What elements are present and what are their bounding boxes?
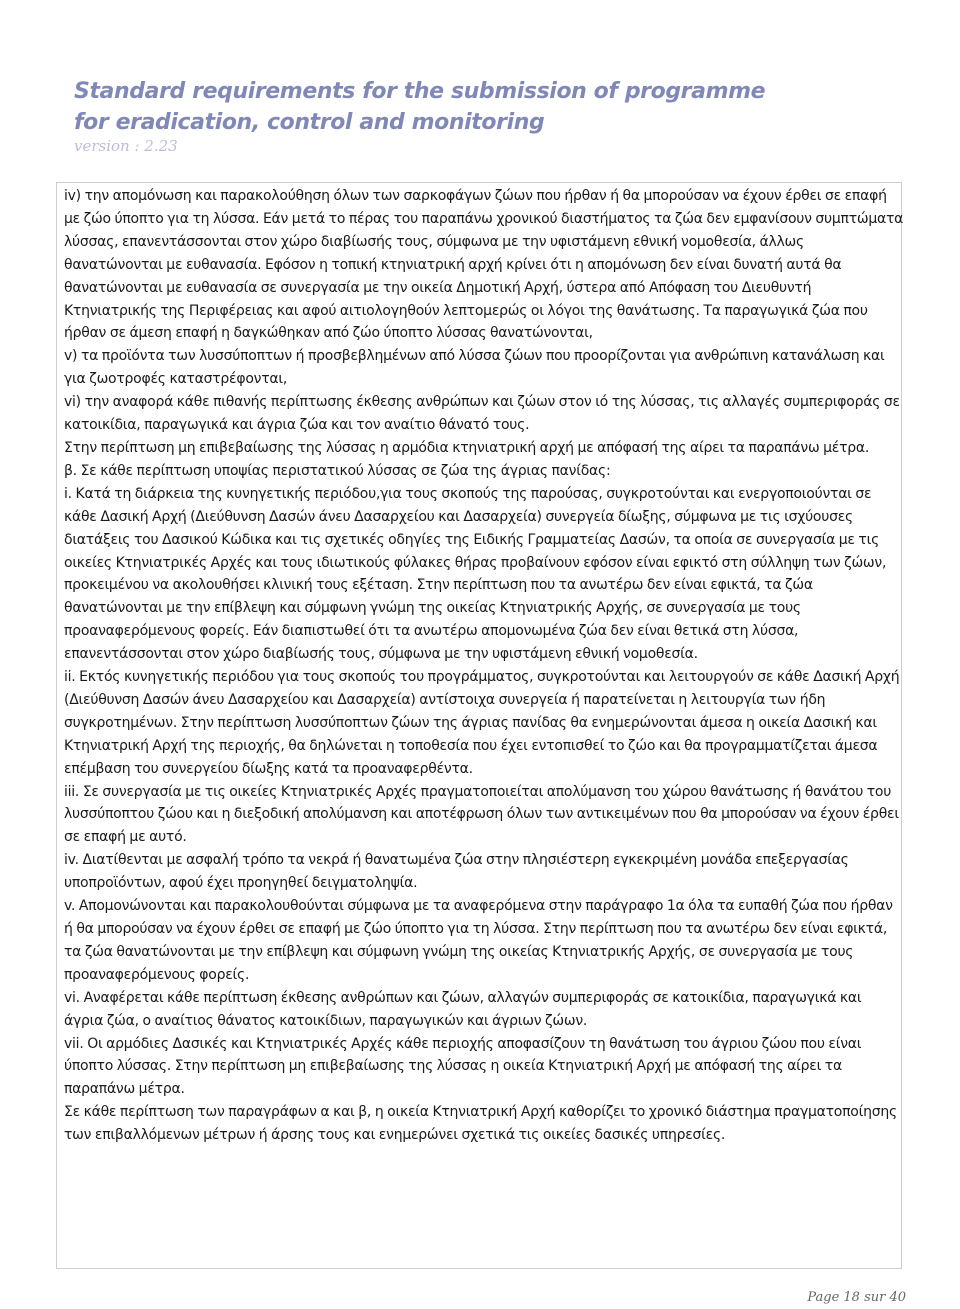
document-title-line-1: Standard requirements for the submission of programme [74, 79, 766, 104]
paragraph-wild-iii: iii. Σε συνεργασία με τις οικείες Κτηνιατρικές Αρχές πραγματοποιείται απολύμανση του χώρου θανάτωσης ή θανάτου του λυσσύποπτου ζώου και η διεξοδική απολύμανση και αποτέφρωση όλων των αντικειμένων που θα μπορούσαν να έχουν έρθει σε επαφή με αυτό. [64, 783, 899, 846]
paragraph-iv-isolation: iv) την απομόνωση και παρακολούθηση όλων των σαρκοφάγων ζώων που ήρθαν ή θα μπορούσαν να έχουν έρθει σε επαφή με ζώο ύποπτο για τη λύσσα. Εάν μετά το πέρας του παραπάνω χρονικού διαστήματος τα ζώα δεν εμφανίσουν συμπτώματα λύσσας, επανεντάσσονται στον χώρο διαβίωσής τους, σύμφωνα με την υφιστάμενη εθνική νομοθεσία, άλλως θανατώνονται με ευθανασία. Εφόσον η τοπική κτηνιατρική αρχή κρίνει ότι η απομόνωση δεν είναι δυνατή αυτά θα θανατώνονται με ευθανασία σε συνεργασία με την οικεία Δημοτική Αρχή, ύστερα από Απόφαση του Διευθυντή Κτηνιατρικής της Περιφέρειας και αφού αιτιολογηθούν λεπτομερώς οι λόγοι της θανάτωσης. Τα παραγωγικά ζώα που ήρθαν σε άμεση επαφή η δαγκώθηκαν από ζώο ύποπτο λύσσας θανατώνονται, [64, 188, 904, 342]
paragraph-closing: Σε κάθε περίπτωση των παραγράφων α και β, η οικεία Κτηνιατρική Αρχή καθορίζει το χρονικό διάστημα πραγματοποίησης των επιβαλλόμενων μέτρων ή άρσης τους και ενημερώνει σχετικά τις οικείες δασικές υπηρεσίες. [64, 1104, 897, 1144]
paragraph-b-wildlife: β. Σε κάθε περίπτωση υποψίας περιστατικού λύσσας σε ζώα της άγριας πανίδας: [64, 462, 611, 479]
document-title-line-2: for eradication, control and monitoring [74, 110, 545, 135]
paragraph-vi-reporting: vi) την αναφορά κάθε πιθανής περίπτωσης έκθεσης ανθρώπων και ζώων στον ιό της λύσσας, τις αλλαγές συμπεριφοράς σε κατοικίδια, παραγωγικά και άγρια ζώα και τον αναίτιο θάνατό τους. [64, 394, 900, 434]
paragraph-wild-ii: ii. Εκτός κυνηγετικής περιόδου για τους σκοπούς του προγράμματος, συγκροτούνται και λειτουργούν σε κάθε Δασική Αρχή (Διεύθυνση Δασών άνευ Δασαρχείου και Δασαρχεία) αντίστοιχα συνεργεία ή παρατείνεται η λειτουργία των ήδη συγκροτημένων. Στην περίπτωση λυσσύποπτων ζώων της άγριας πανίδας θα ενημερώνονται άμεσα η οικεία Δασική και Κτηνιατρική Αρχή της περιοχής, θα δηλώνεται η τοποθεσία που έχει εντοπισθεί το ζώο και θα προγραμματίζεται άμεσα επέμβαση του συνεργείου δίωξης κατά τα προαναφερθέντα. [64, 669, 900, 777]
page-header [74, 76, 894, 155]
version-label: version : 2.23 [74, 137, 178, 155]
paragraph-v-products: v) τα προϊόντα των λυσσύποπτων ή προσβεβλημένων από λύσσα ζώων που προορίζονται για ανθρώπινη κατανάλωση και για ζωοτροφές καταστρέφονται, [64, 348, 885, 388]
paragraph-wild-iv: iv. Διατίθενται με ασφαλή τρόπο τα νεκρά ή θανατωμένα ζώα στην πλησιέστερη εγκεκριμένη μονάδα επεξεργασίας υποπροϊόντων, αφού έχει προηγηθεί δειγματοληψία. [64, 852, 849, 892]
paragraph-wild-i: i. Κατά τη διάρκεια της κυνηγετικής περιόδου,για τους σκοπούς της παρούσας, συγκροτούνται και ενεργοποιούνται σε κάθε Δασική Αρχή (Διεύθυνση Δασών άνευ Δασαρχείου και Δασαρχεία) συνεργεία δίωξης, σύμφωνα με τις ισχύουσες διατάξεις του Δασικού Κώδικα και τις σχετικές οδηγίες της Ειδικής Γραμματείας Δασών, τα οποία σε συνεργασία με τις οικείες Κτηνιατρικές Αρχές και τους ιδιωτικούς φύλακες θήρας προβαίνουν εφόσον είναι εφικτό στη σύλληψη των ζώων, προκειμένου να ακολουθήσει κλινική τους εξέταση. Στην περίπτωση που τα ανωτέρω δεν είναι εφικτά, τα ζώα θανατώνονται με την επίβλεψη και σύμφωνη γνώμη της οικείας Κτηνιατρικής Αρχής, σε συνεργασία με τους προαναφερόμενους φορείς. Εάν διαπιστωθεί ότι τα ανωτέρω απομονωμένα ζώα δεν είναι θετικά στη λύσσα, επανεντάσσονται στον χώρο διαβίωσής τους, σύμφωνα με την υφιστάμενη εθνική νομοθεσία. [64, 485, 887, 663]
paragraph-lifting-measures: Στην περίπτωση μη επιβεβαίωσης της λύσσας η αρμόδια κτηνιατρική αρχή με απόφασή της αίρει τα παραπάνω μέτρα. [64, 439, 870, 456]
paragraph-wild-vi: vi. Αναφέρεται κάθε περίπτωση έκθεσης ανθρώπων και ζώων, αλλαγών συμπεριφοράς σε κατοικίδια, παραγωγικά και άγρια ζώα, ο αναίτιος θάνατος κατοικίδιων, παραγωγικών και άγριων ζώων. [64, 989, 862, 1029]
paragraph-wild-v: v. Απομονώνονται και παρακολουθούνται σύμφωνα με τα αναφερόμενα στην παράγραφο 1α όλα τα ευπαθή ζώα που ήρθαν ή θα μπορούσαν να έχουν έρθει σε επαφή με ζώο ύποπτο για τη λύσσα. Στην περίπτωση που τα ανωτέρω δεν είναι εφικτά, τα ζώα θανατώνονται με την επίβλεψη και σύμφωνη γνώμη της οικείας Κτηνιατρικής Αρχής, σε συνεργασία με τους προαναφερόμενους φορείς. [64, 898, 893, 983]
document-body [64, 185, 904, 1147]
paragraph-wild-vii: vii. Οι αρμόδιες Δασικές και Κτηνιατρικές Αρχές κάθε περιοχής αποφασίζουν τη θανάτωση του άγριου ζώου που είναι ύποπτο λύσσας. Στην περίπτωση μη επιβεβαίωσης της λύσσας η οικεία Κτηνιατρική Αρχή με απόφασή της αίρει τα παραπάνω μέτρα. [64, 1035, 862, 1098]
page-number: Page 18 sur 40 [807, 1290, 906, 1305]
